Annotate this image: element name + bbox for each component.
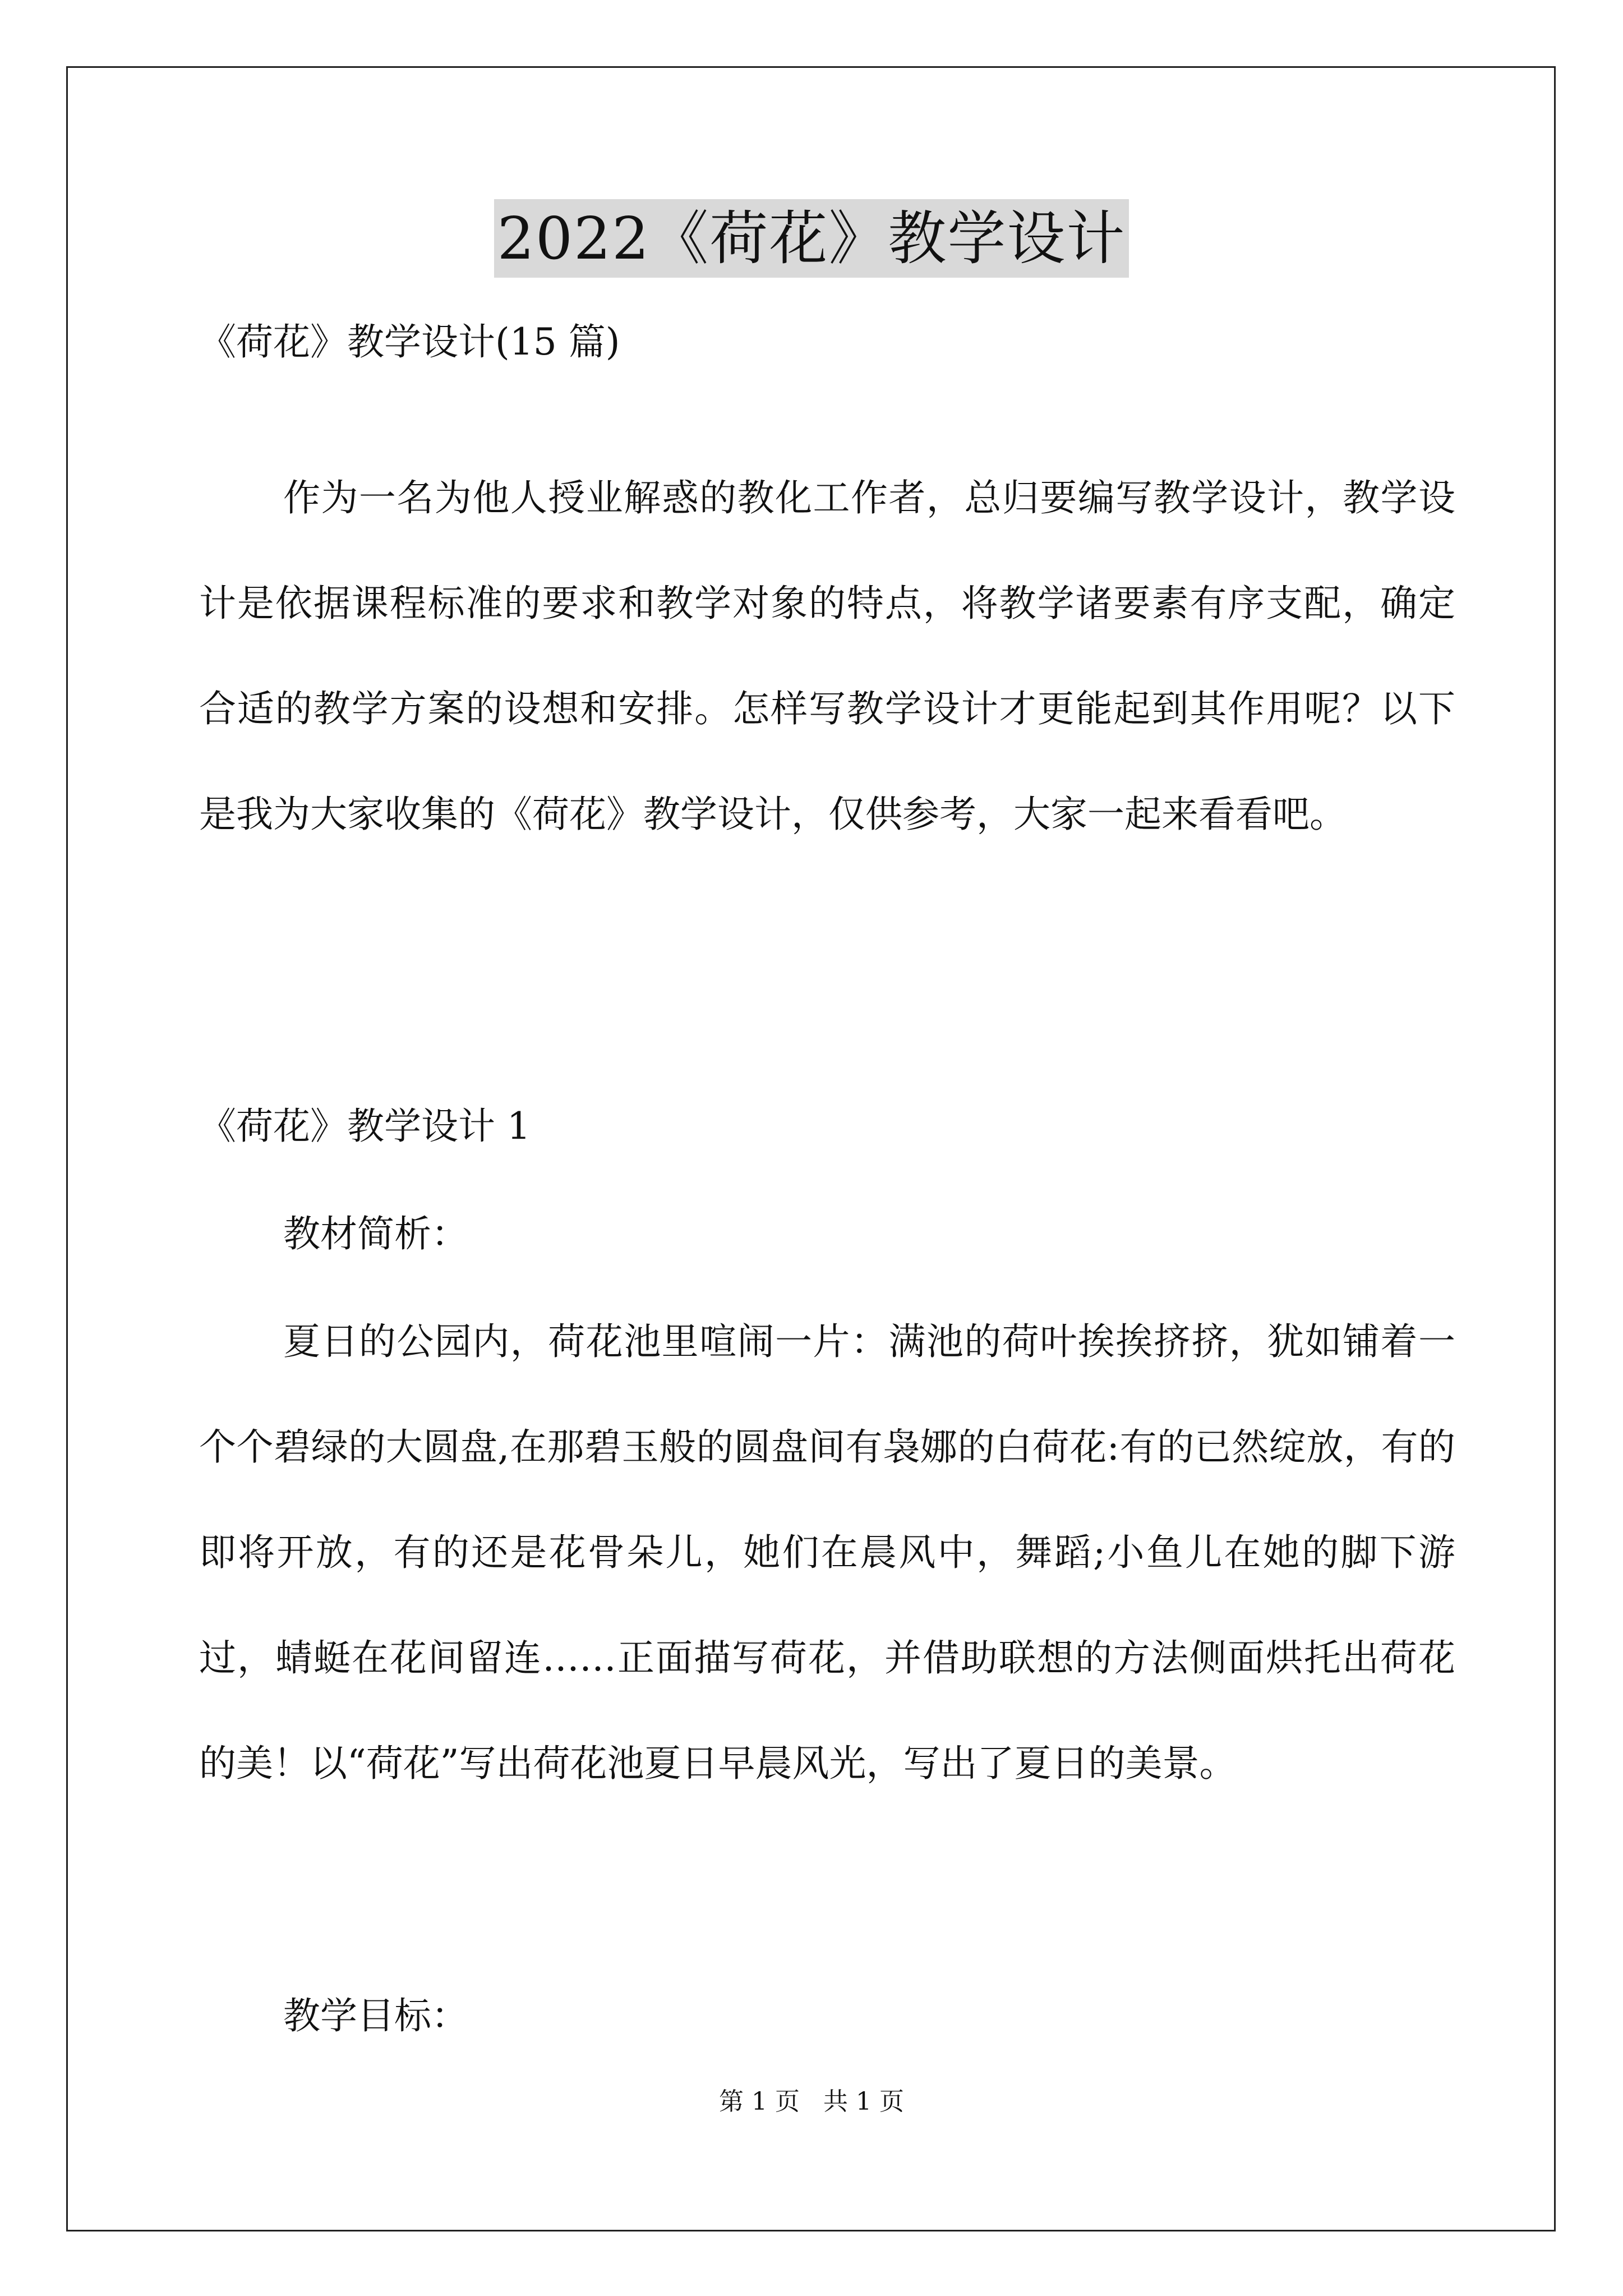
page-footer [0, 2085, 1623, 2119]
page-number-current: 第 1 页 [719, 2087, 800, 2116]
material-label: 教材简析： [283, 1212, 468, 1255]
document-title: 2022《荷花》教学设计 [494, 199, 1129, 278]
document-subtitle: 《荷花》教学设计(15 篇) [199, 320, 620, 364]
section-heading: 《荷花》教学设计 1 [199, 1105, 531, 1148]
page-number-total: 共 1 页 [823, 2087, 904, 2116]
goals-label: 教学目标： [283, 1994, 468, 2037]
intro-paragraph: 作为一名为他人授业解惑的教化工作者，总归要编写教学设计，教学设计是依据课程标准的要求和教学对象的特点，将教学诸要素有序支配，确定合适的教学方案的设想和安排。怎样写教学设计才更能起到其作用呢？以下是我为大家收集的《荷花》教学设计，仅供参考，大家一起来看看吧。 [199, 476, 1455, 836]
material-paragraph: 夏日的公园内，荷花池里喧闹一片：满池的荷叶挨挨挤挤，犹如铺着一个个碧绿的大圆盘,在那碧玉般的圆盘间有袅娜的白荷花:有的已然绽放，有的即将开放，有的还是花骨朵儿，她们在晨风中，舞蹈;小鱼儿在她的脚下游过，蜻蜓在花间留连……正面描写荷花，并借助联想的方法侧面烘托出荷花的美！以“荷花”写出荷花池夏日早晨风光，写出了夏日的美景。 [199, 1320, 1455, 1785]
title-container [0, 199, 1623, 278]
